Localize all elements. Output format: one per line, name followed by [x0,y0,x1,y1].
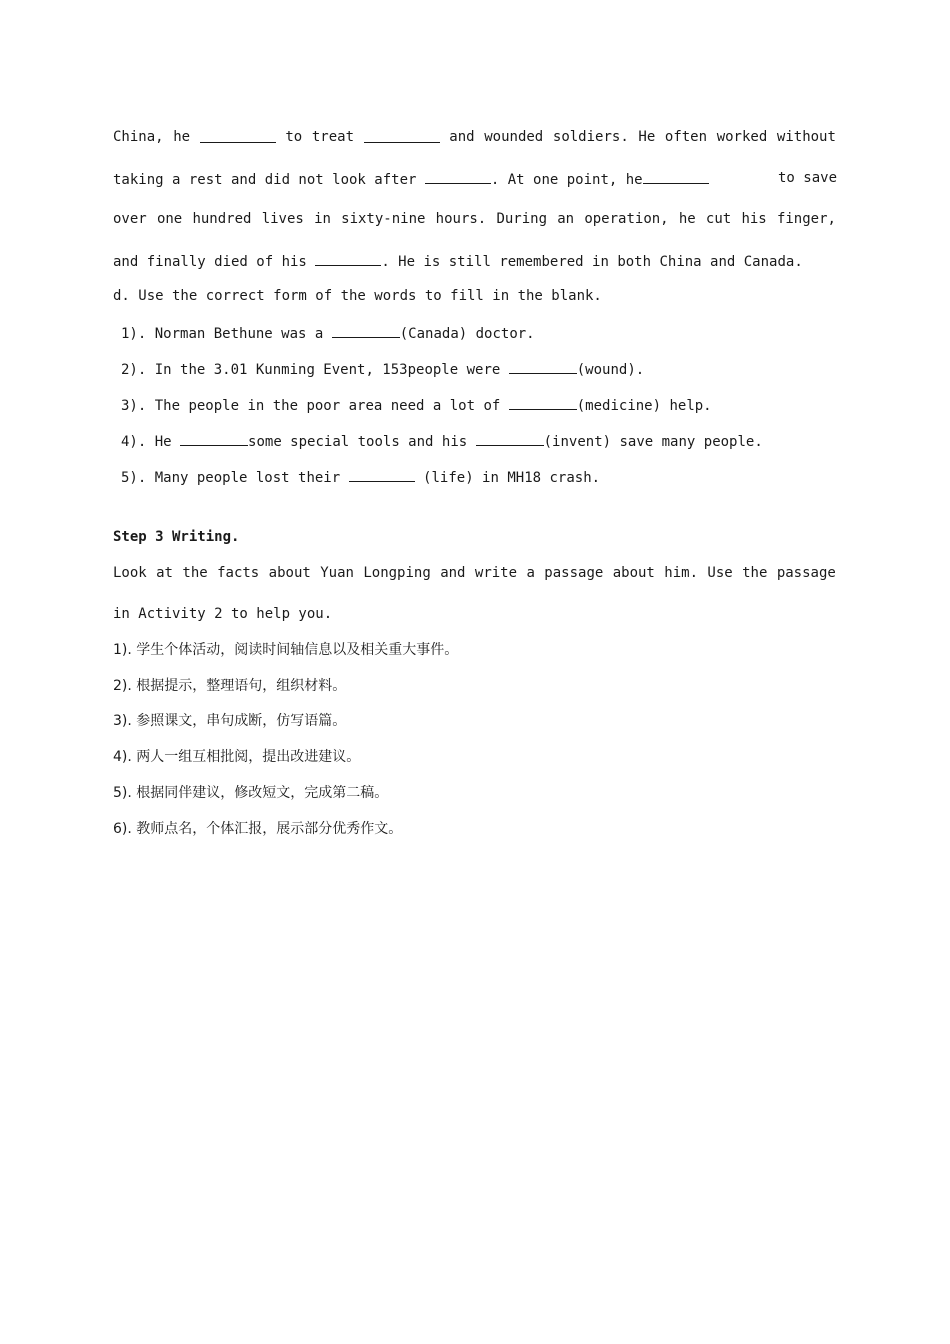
word: the [182,565,208,581]
writing-step-4: 4). 两人一组互相批阅，提出改进建议。 [113,749,361,765]
passage-text: and finally died of his [113,254,307,270]
item-text: In the 3.01 Kunming Event, 153people were [154,362,501,378]
word: an [557,211,575,227]
word: finger, [776,211,836,227]
exercise-item-5 [121,467,600,487]
passage-line-4 [113,251,803,271]
word: without [776,129,836,145]
exercise-item-4 [121,431,763,451]
passage-line-3 [113,210,836,228]
writing-step-6: 6). 教师点名，个体汇报，展示部分优秀作文。 [113,821,403,837]
item-number: 2). [121,362,147,378]
fill-blank[interactable] [364,128,440,143]
item-text: (invent) save many people. [543,434,763,450]
word: facts [217,565,260,581]
item-text: Many people lost their [154,470,341,486]
word: cut [705,211,732,227]
word: Longping [363,565,431,581]
word: his [741,211,767,227]
word: passage [544,565,604,581]
exercise-item-2 [121,359,644,379]
item-text: He [154,434,172,450]
item-text: (life) in MH18 crash. [423,470,601,486]
word: Look [113,565,147,581]
word: the [742,565,768,581]
fill-blank[interactable] [180,431,248,446]
passage-text: taking a rest and did not look after [113,172,417,188]
item-text: The people in the poor area need a lot of [154,398,501,414]
word: and [449,129,475,145]
word: to [285,129,303,145]
word: he [678,211,696,227]
writing-step-5: 5). 根据同伴建议，修改短文，完成第二稿。 [113,785,389,801]
word: about [268,565,311,581]
word: at [156,565,173,581]
fill-blank[interactable] [509,395,577,410]
fill-blank[interactable] [200,128,276,143]
item-number: 3). [121,398,147,414]
item-number: 1). [121,326,147,342]
writing-step-1: 1). 学生个体活动，阅读时间轴信息以及相关重大事件。 [113,642,459,658]
word: about [612,565,655,581]
exercise-item-3 [121,395,712,415]
passage-text: . At one point, he [490,172,643,188]
word: Yuan [320,565,354,581]
word: write [474,565,518,581]
word: During [496,211,548,227]
item-text: (wound). [576,362,645,378]
word: Use [707,565,733,581]
word: and [440,565,466,581]
fill-blank[interactable] [332,323,400,338]
passage-line-2 [113,169,709,189]
word: hours. [435,211,487,227]
item-number: 4). [121,434,147,450]
word: in [314,211,331,227]
word: lives [261,211,304,227]
word: operation, [584,211,669,227]
item-text: Norman Bethune was a [154,326,324,342]
fill-blank[interactable] [476,431,544,446]
fill-blank[interactable] [425,169,491,184]
fill-blank[interactable] [349,467,415,482]
exercise-item-1 [121,323,535,343]
word: one [156,211,183,227]
step3-heading: Step 3 Writing. [113,529,240,545]
writing-step-2: 2). 根据提示，整理语句，组织材料。 [113,678,347,694]
passage-line-1 [113,128,836,146]
step3-intro-line-1 [113,564,836,582]
word: He [638,129,656,145]
word: a [526,565,535,581]
word: him. [664,565,698,581]
word: over [113,211,147,227]
word: passage [776,565,836,581]
word: he [173,129,191,145]
passage-text: to save [778,170,838,186]
fill-blank[interactable] [643,169,709,184]
item-number: 5). [121,470,147,486]
passage-line-2-end [778,169,837,187]
word: hundred [192,211,252,227]
fill-blank[interactable] [509,359,577,374]
fill-blank[interactable] [315,251,381,266]
word: worked [716,129,768,145]
item-text: (Canada) doctor. [399,326,535,342]
section-d-heading: d. Use the correct form of the words to fill in the blank. [113,288,602,304]
word: China, [113,129,164,145]
word: often [664,129,708,145]
writing-step-3: 3). 参照课文，串句成断，仿写语篇。 [113,713,347,729]
item-text: some special tools and his [248,434,468,450]
word: sixty-nine [341,211,426,227]
step3-intro-line-2: in Activity 2 to help you. [113,606,333,622]
word: treat [311,129,355,145]
item-text: (medicine) help. [576,398,712,414]
word: soldiers. [552,129,629,145]
word: wounded [484,129,544,145]
passage-text: . He is still remembered in both China and Canada. [381,254,803,270]
